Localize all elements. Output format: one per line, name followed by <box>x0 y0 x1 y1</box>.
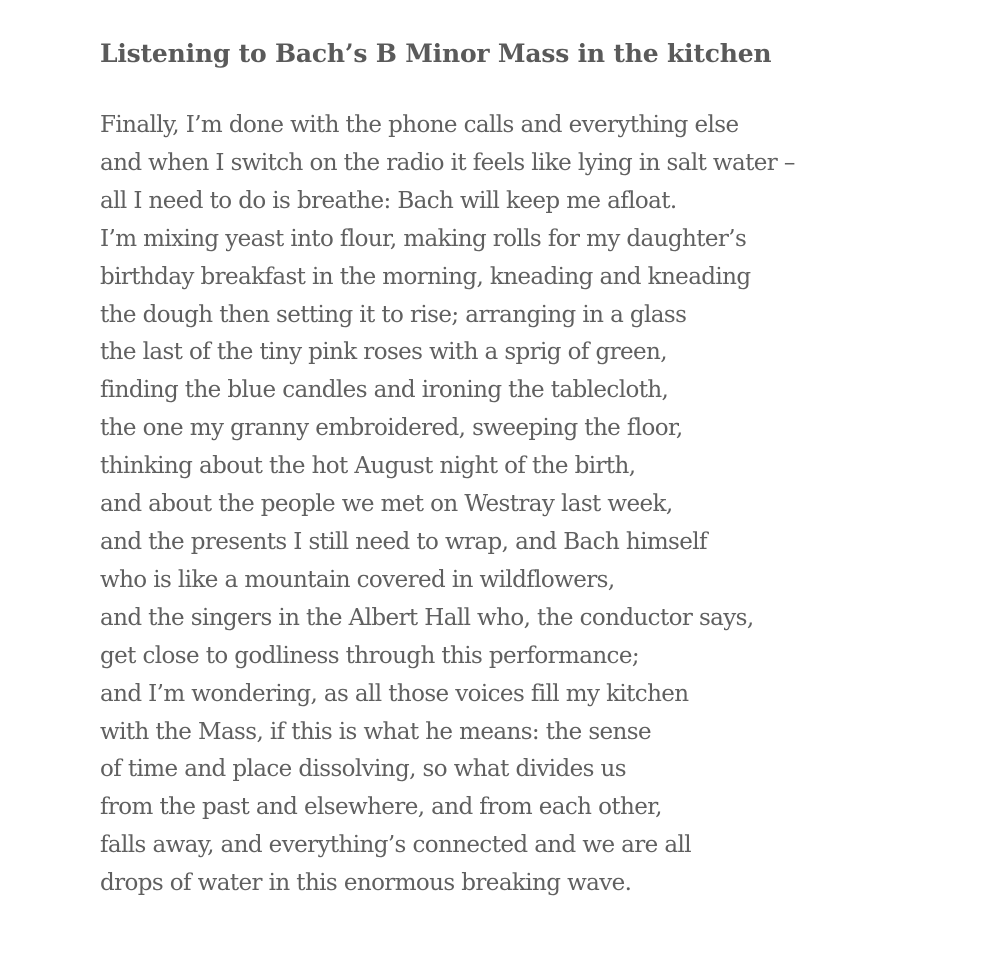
poem-line: from the past and elsewhere, and from each other, <box>100 794 662 821</box>
poem-line: and about the people we met on Westray last week, <box>100 491 673 518</box>
poem-line: of time and place dissolving, so what divides us <box>100 756 626 783</box>
poem-line: get close to godliness through this performance; <box>100 642 639 669</box>
poem-line: and the singers in the Albert Hall who, the conductor says, <box>100 604 754 631</box>
poem-body <box>100 107 795 903</box>
poem-line: finding the blue candles and ironing the tablecloth, <box>100 377 669 404</box>
poem-line: with the Mass, if this is what he means: the sense <box>100 718 651 745</box>
poem-line: drops of water in this enormous breaking wave. <box>100 870 632 897</box>
poem-line: thinking about the hot August night of the birth, <box>100 453 636 480</box>
poem-line: and I’m wondering, as all those voices fill my kitchen <box>100 680 689 707</box>
poem-line: birthday breakfast in the morning, kneading and kneading <box>100 263 751 290</box>
poem-line: and when I switch on the radio it feels like lying in salt water – <box>100 149 795 176</box>
poem-line: and the presents I still need to wrap, and Bach himself <box>100 528 707 555</box>
poem-line: I’m mixing yeast into flour, making rolls for my daughter’s <box>100 225 747 252</box>
poem-line: falls away, and everything’s connected and we are all <box>100 832 692 859</box>
poem-line: the one my granny embroidered, sweeping the floor, <box>100 415 683 442</box>
poem-line: Finally, I’m done with the phone calls and everything else <box>100 112 739 138</box>
poem-line: the last of the tiny pink roses with a sprig of green, <box>100 339 667 366</box>
poem-title: Listening to Bach’s B Minor Mass in the kitchen <box>100 39 772 68</box>
poem-line: the dough then setting it to rise; arranging in a glass <box>100 301 687 328</box>
poem-line: all I need to do is breathe: Bach will keep me afloat. <box>100 187 677 214</box>
poem-line: who is like a mountain covered in wildflowers, <box>100 566 615 593</box>
